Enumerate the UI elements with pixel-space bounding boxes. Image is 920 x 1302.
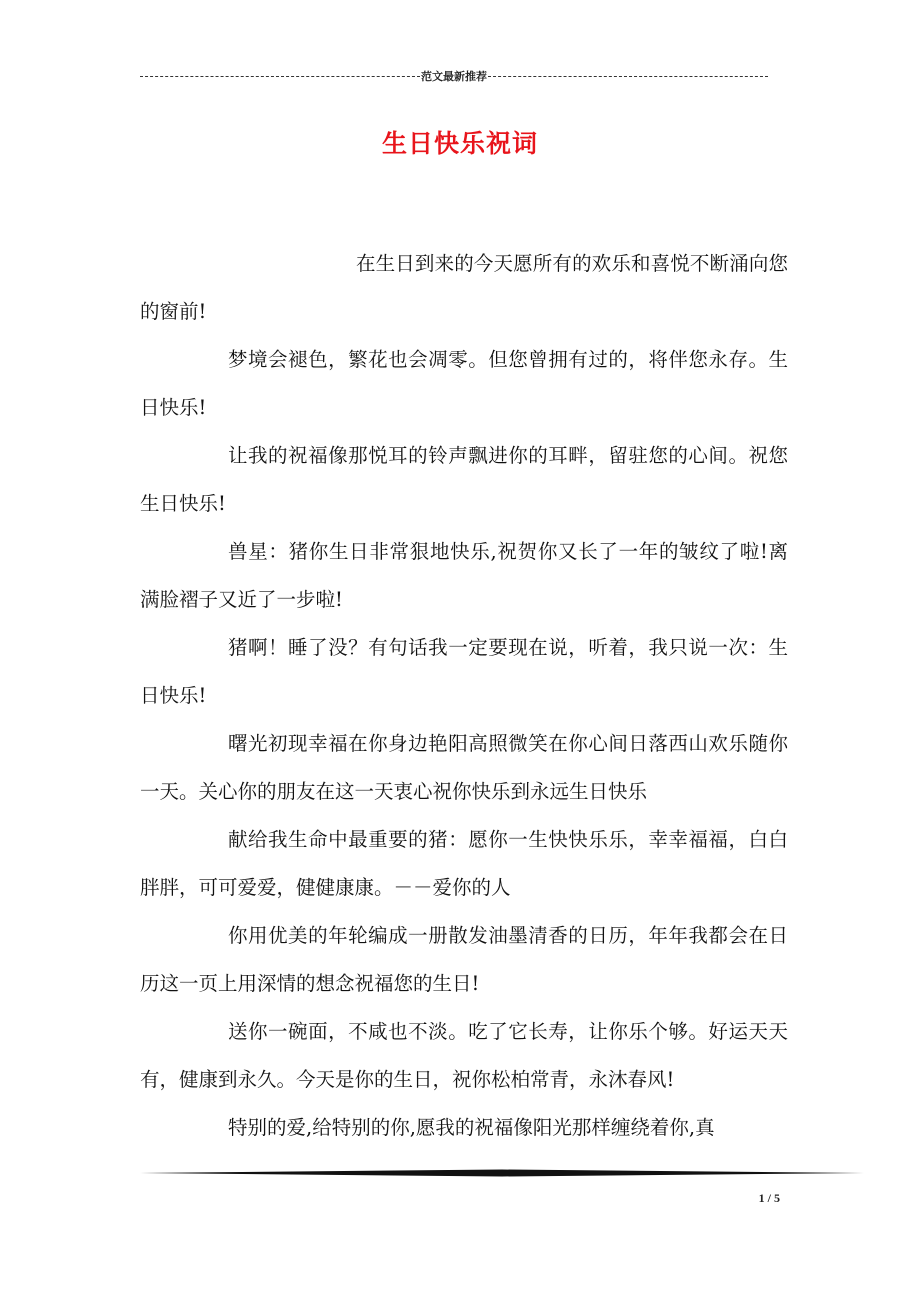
paragraph-3: 让我的祝福像那悦耳的铃声飘进你的耳畔，留驻您的心间。祝您生日快乐! bbox=[140, 444, 788, 515]
paragraph-10: 特别的爱,给特别的你,愿我的祝福像阳光那样缠绕着你,真 bbox=[228, 1116, 715, 1139]
header-label: 范文最新推荐 bbox=[421, 70, 487, 83]
header-dash-right bbox=[488, 76, 768, 77]
paragraph-2: 梦境会褪色，繁花也会凋零。但您曾拥有过的，将伴您永存。生日快乐! bbox=[140, 348, 788, 419]
header-banner bbox=[140, 68, 768, 84]
document-body bbox=[140, 240, 788, 1152]
paragraph-1: 在生日到来的今天愿所有的欢乐和喜悦不断涌向您的窗前! bbox=[140, 252, 788, 323]
header-dash-left bbox=[140, 76, 420, 77]
paragraph-4: 兽星：猪你生日非常狠地快乐,祝贺你又长了一年的皱纹了啦!离满脸褶子又近了一步啦! bbox=[140, 540, 788, 611]
document-title: 生日快乐祝词 bbox=[381, 129, 538, 158]
paragraph-9: 送你一碗面，不咸也不淡。吃了它长寿，让你乐个够。好运天天有，健康到永久。今天是你的生日，祝你松柏常青，永沐春风! bbox=[140, 1020, 788, 1091]
paragraph-8: 你用优美的年轮编成一册散发油墨清香的日历，年年我都会在日历这一页上用深情的想念祝福您的生日! bbox=[140, 924, 788, 995]
paragraph-6: 曙光初现幸福在你身边艳阳高照微笑在你心间日落西山欢乐随你一天。关心你的朋友在这一天衷心祝你快乐到永远生日快乐 bbox=[140, 732, 788, 803]
footer-rule bbox=[140, 1168, 864, 1178]
paragraph-5: 猪啊！睡了没？有句话我一定要现在说，听着，我只说一次：生日快乐! bbox=[140, 636, 788, 707]
page-number: 1 / 5 bbox=[758, 1191, 780, 1205]
footer-rule-graphic bbox=[140, 1168, 864, 1178]
paragraph-7: 献给我生命中最重要的猪：愿你一生快快乐乐，幸幸福福，白白胖胖，可可爱爱，健健康康。－－爱你的人 bbox=[140, 828, 788, 899]
